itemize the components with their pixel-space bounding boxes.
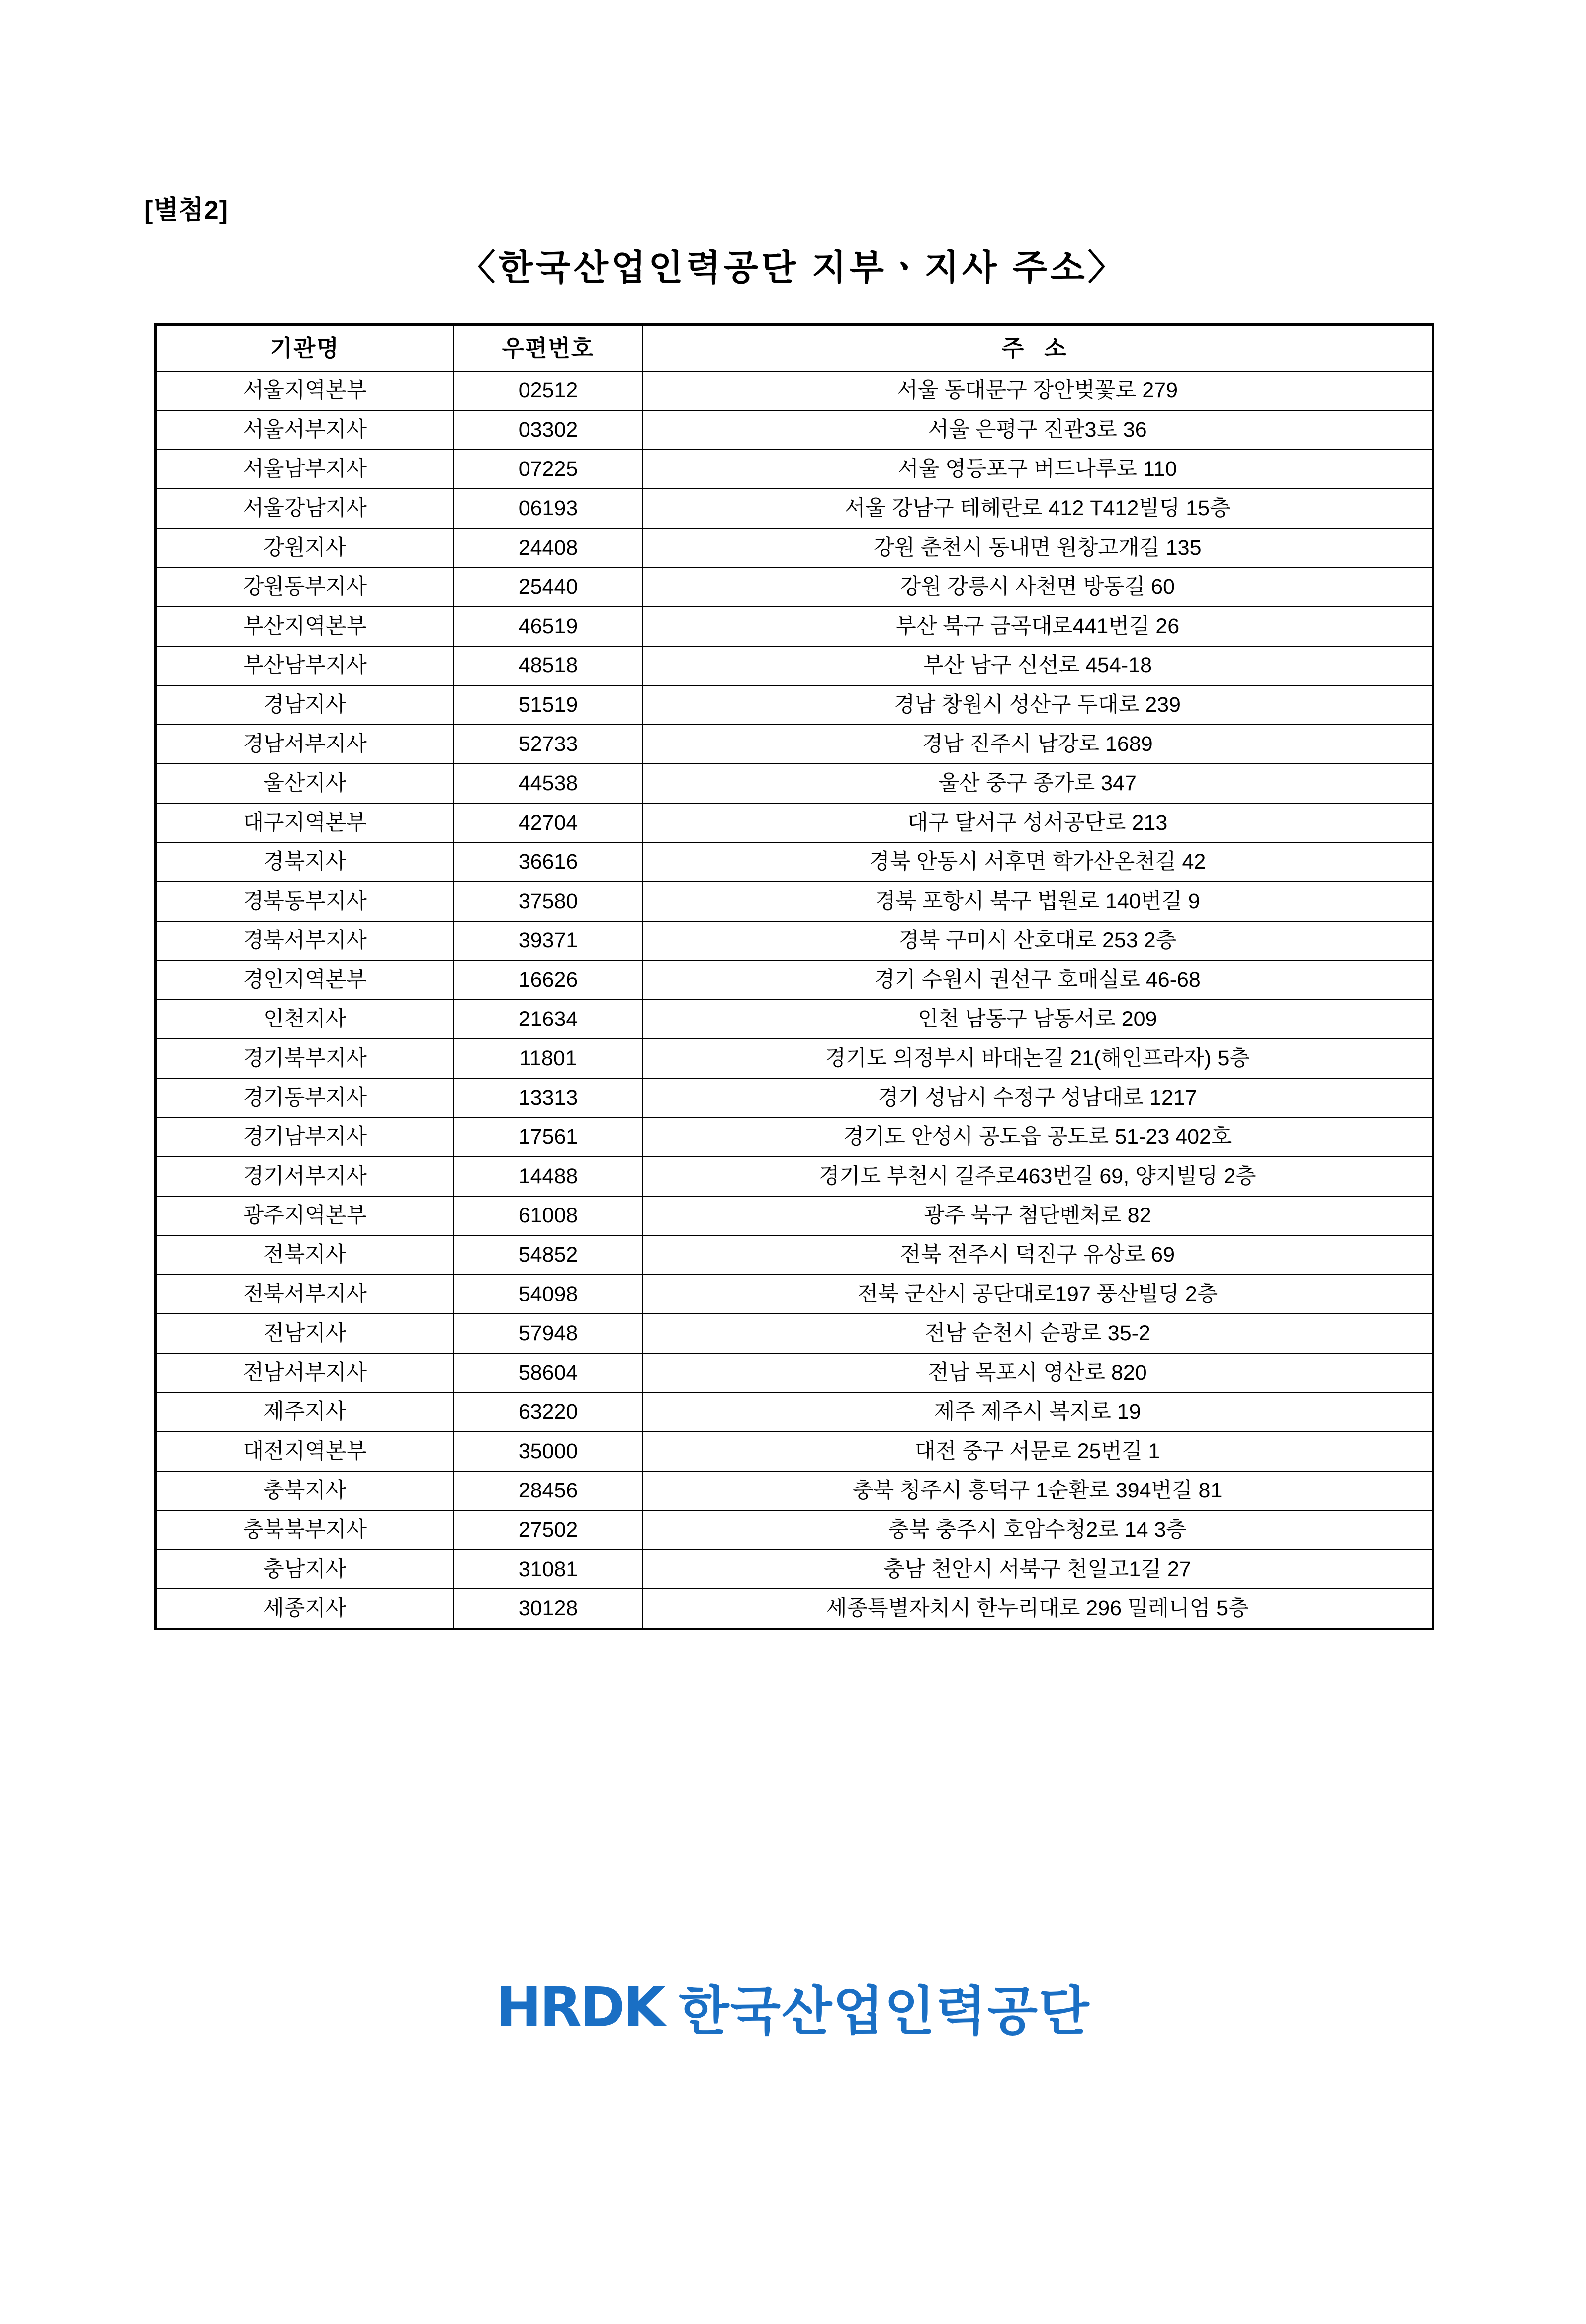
cell-address: 충북 청주시 흥덕구 1순환로 394번길 81 [643,1471,1433,1510]
table-row [156,1393,1433,1432]
cell-org: 경기북부지사 [156,1039,454,1078]
cell-org: 대전지역본부 [156,1432,454,1471]
cell-org: 전북서부지사 [156,1275,454,1314]
column-header-address: 주 소 [643,325,1433,372]
cell-zip: 52733 [454,725,643,764]
cell-zip: 24408 [454,528,643,567]
cell-address: 전북 군산시 공단대로197 풍산빌딩 2층 [643,1275,1433,1314]
cell-address: 부산 남구 신선로 454-18 [643,646,1433,685]
table-row [156,764,1433,803]
table-row [156,1314,1433,1353]
table-row [156,960,1433,1000]
cell-zip: 51519 [454,685,643,725]
attachment-label: [별첨2] [144,196,229,225]
table-row [156,607,1433,646]
table-body [156,371,1433,1629]
table-row [156,882,1433,921]
table-row [156,1078,1433,1117]
cell-address: 강원 강릉시 사천면 방동길 60 [643,567,1433,607]
cell-org: 경인지역본부 [156,960,454,1000]
table-row [156,1196,1433,1235]
table-row [156,646,1433,685]
cell-org: 서울지역본부 [156,371,454,410]
table-header [156,325,1433,372]
table-row [156,1275,1433,1314]
cell-zip: 13313 [454,1078,643,1117]
cell-zip: 25440 [454,567,643,607]
table-row [156,1589,1433,1629]
cell-zip: 46519 [454,607,643,646]
cell-address: 서울 은평구 진관3로 36 [643,410,1433,450]
table-row [156,725,1433,764]
cell-zip: 42704 [454,803,643,842]
cell-address: 제주 제주시 복지로 19 [643,1393,1433,1432]
cell-zip: 57948 [454,1314,643,1353]
cell-address: 경북 구미시 산호대로 253 2층 [643,921,1433,960]
table-row [156,1117,1433,1157]
table-row [156,1471,1433,1510]
cell-address: 경기도 부천시 길주로463번길 69, 양지빌딩 2층 [643,1157,1433,1196]
cell-zip: 35000 [454,1432,643,1471]
cell-org: 경남지사 [156,685,454,725]
cell-zip: 58604 [454,1353,643,1393]
cell-zip: 31081 [454,1550,643,1589]
cell-zip: 11801 [454,1039,643,1078]
address-table-container [154,323,1432,1630]
table-header-row [156,325,1433,372]
cell-zip: 36616 [454,842,643,882]
table-row [156,1353,1433,1393]
table-row [156,1550,1433,1589]
cell-org: 서울남부지사 [156,450,454,489]
cell-address: 전남 목포시 영산로 820 [643,1353,1433,1393]
table-row [156,1432,1433,1471]
cell-zip: 37580 [454,882,643,921]
cell-address: 서울 동대문구 장안벚꽃로 279 [643,371,1433,410]
cell-zip: 02512 [454,371,643,410]
cell-address: 경북 안동시 서후면 학가산온천길 42 [643,842,1433,882]
cell-org: 세종지사 [156,1589,454,1629]
table-row [156,803,1433,842]
cell-zip: 30128 [454,1589,643,1629]
cell-address: 전북 전주시 덕진구 유상로 69 [643,1235,1433,1275]
cell-address: 경기 수원시 권선구 호매실로 46-68 [643,960,1433,1000]
cell-zip: 27502 [454,1510,643,1550]
cell-address: 서울 강남구 테헤란로 412 T412빌딩 15층 [643,489,1433,528]
cell-org: 경기동부지사 [156,1078,454,1117]
cell-org: 부산남부지사 [156,646,454,685]
cell-address: 부산 북구 금곡대로441번길 26 [643,607,1433,646]
cell-org: 광주지역본부 [156,1196,454,1235]
cell-zip: 54098 [454,1275,643,1314]
cell-address: 경기도 의정부시 바대논길 21(해인프라자) 5층 [643,1039,1433,1078]
cell-address: 울산 중구 종가로 347 [643,764,1433,803]
cell-org: 경기서부지사 [156,1157,454,1196]
cell-zip: 61008 [454,1196,643,1235]
table-row [156,1157,1433,1196]
cell-address: 경기도 안성시 공도읍 공도로 51-23 402호 [643,1117,1433,1157]
column-header-zip: 우편번호 [454,325,643,372]
cell-zip: 14488 [454,1157,643,1196]
cell-address: 충남 천안시 서북구 천일고1길 27 [643,1550,1433,1589]
cell-org: 인천지사 [156,1000,454,1039]
table-row [156,528,1433,567]
cell-zip: 28456 [454,1471,643,1510]
cell-address: 경북 포항시 북구 법원로 140번길 9 [643,882,1433,921]
cell-zip: 54852 [454,1235,643,1275]
cell-zip: 21634 [454,1000,643,1039]
cell-address: 경기 성남시 수정구 성남대로 1217 [643,1078,1433,1117]
cell-zip: 48518 [454,646,643,685]
table-row [156,1510,1433,1550]
table-row [156,1000,1433,1039]
cell-zip: 63220 [454,1393,643,1432]
cell-address: 광주 북구 첨단벤처로 82 [643,1196,1433,1235]
branch-address-table [154,323,1434,1630]
cell-address: 서울 영등포구 버드나루로 110 [643,450,1433,489]
cell-org: 경남서부지사 [156,725,454,764]
cell-org: 전북지사 [156,1235,454,1275]
cell-address: 대전 중구 서문로 25번길 1 [643,1432,1433,1471]
cell-address: 충북 충주시 호암수청2로 14 3층 [643,1510,1433,1550]
cell-zip: 06193 [454,489,643,528]
cell-org: 대구지역본부 [156,803,454,842]
organization-name: 한국산업인력공단 [679,1982,1090,2041]
cell-address: 경남 창원시 성산구 두대로 239 [643,685,1433,725]
cell-org: 경기남부지사 [156,1117,454,1157]
cell-org: 서울강남지사 [156,489,454,528]
cell-org: 강원동부지사 [156,567,454,607]
table-row [156,1039,1433,1078]
cell-address: 대구 달서구 성서공단로 213 [643,803,1433,842]
cell-org: 경북동부지사 [156,882,454,921]
table-row [156,450,1433,489]
cell-zip: 39371 [454,921,643,960]
cell-zip: 16626 [454,960,643,1000]
table-row [156,842,1433,882]
hrdk-logo-icon: HRDK [496,1975,664,2039]
page-title: 〈한국산업인력공단 지부ㆍ지사 주소〉 [459,248,1127,288]
table-row [156,410,1433,450]
cell-zip: 17561 [454,1117,643,1157]
cell-org: 충북북부지사 [156,1510,454,1550]
cell-org: 충남지사 [156,1550,454,1589]
cell-address: 경남 진주시 남강로 1689 [643,725,1433,764]
cell-zip: 07225 [454,450,643,489]
cell-zip: 44538 [454,764,643,803]
cell-org: 충북지사 [156,1471,454,1510]
cell-org: 경북서부지사 [156,921,454,960]
cell-org: 강원지사 [156,528,454,567]
cell-address: 전남 순천시 순광로 35-2 [643,1314,1433,1353]
cell-org: 전남서부지사 [156,1353,454,1393]
cell-org: 제주지사 [156,1393,454,1432]
cell-org: 서울서부지사 [156,410,454,450]
column-header-org: 기관명 [156,325,454,372]
footer-logo [0,1969,1586,2045]
cell-org: 울산지사 [156,764,454,803]
cell-org: 경북지사 [156,842,454,882]
table-row [156,685,1433,725]
cell-zip: 03302 [454,410,643,450]
table-row [156,371,1433,410]
cell-address: 인천 남동구 남동서로 209 [643,1000,1433,1039]
table-row [156,567,1433,607]
table-row [156,489,1433,528]
table-row [156,1235,1433,1275]
table-row [156,921,1433,960]
cell-address: 강원 춘천시 동내면 원창고개길 135 [643,528,1433,567]
cell-address: 세종특별자치시 한누리대로 296 밀레니엄 5층 [643,1589,1433,1629]
cell-org: 전남지사 [156,1314,454,1353]
cell-org: 부산지역본부 [156,607,454,646]
